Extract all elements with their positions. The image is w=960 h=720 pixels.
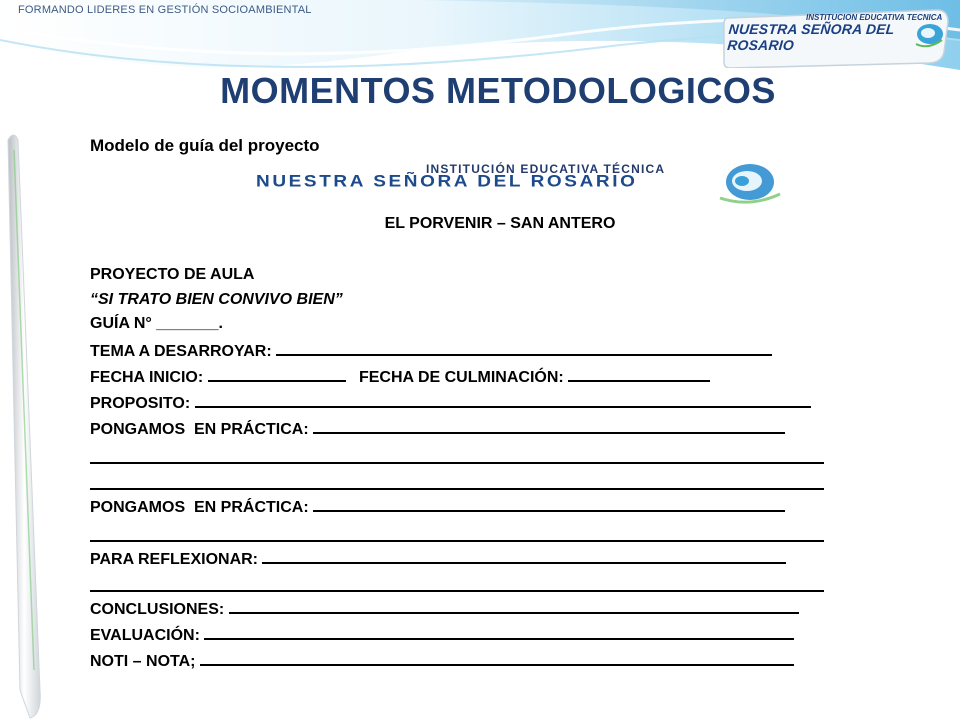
practice-row-1 [90,416,785,441]
reflect-blank[interactable] [262,546,786,564]
project-name: “SI TRATO BIEN CONVIVO BIEN” [90,291,343,308]
reflect-extra-line[interactable] [90,590,824,592]
header-logo-line2: NUESTRA SEÑORA DEL ROSARIO [726,21,896,53]
dates-row [90,364,710,389]
project-label: PROYECTO DE AULA [90,266,255,283]
conclusions-blank[interactable] [229,596,799,614]
purpose-blank[interactable] [195,390,811,408]
practice-row-2 [90,494,785,519]
practice-blank-2[interactable] [313,494,785,512]
logo-top-text: INSTITUCIÓN EDUCATIVA TÉCNICA [426,162,666,176]
purpose-row [90,390,811,415]
grade-row [90,648,794,673]
practice-label-2: PONGAMOS EN PRÁCTICA: [90,499,309,516]
practice-extra-line-2[interactable] [90,488,824,490]
grade-label: NOTI – NOTA; [90,653,196,670]
topic-row [90,338,772,363]
conclusions-row [90,596,799,621]
end-date-blank[interactable] [568,364,710,382]
logo-main-text: NUESTRA SEÑORA DEL ROSARIO [256,173,638,191]
start-date-label: FECHA INICIO: [90,369,204,386]
page-title: MOMENTOS METODOLOGICOS [220,70,776,111]
practice-extra-line-1[interactable] [90,462,824,464]
conclusions-label: CONCLUSIONES: [90,601,225,618]
grade-blank[interactable] [200,648,794,666]
topic-label: TEMA A DESARROYAR: [90,343,272,360]
reflect-label: PARA REFLEXIONAR: [90,551,258,568]
topic-blank[interactable] [276,338,772,356]
location-text: EL PORVENIR – SAN ANTERO [384,215,616,232]
evaluation-label: EVALUACIÓN: [90,627,200,644]
purpose-label: PROPOSITO: [90,395,191,412]
evaluation-blank[interactable] [204,622,794,640]
start-date-blank[interactable] [208,364,346,382]
practice-label-1: PONGAMOS EN PRÁCTICA: [90,421,309,438]
practice-extra-line-3[interactable] [90,540,824,542]
practice-blank-1[interactable] [313,416,785,434]
evaluation-row [90,622,794,647]
header-logo-line1: INSTITUCION EDUCATIVA TECNICA [806,13,943,22]
guide-number-label: GUÍA N° _______. [90,315,223,332]
reflect-row [90,546,786,571]
header-caption: FORMANDO LIDERES EN GESTIÓN SOCIOAMBIENTAL [18,4,312,16]
end-date-label: FECHA DE CULMINACIÓN: [358,369,564,386]
subtitle: Modelo de guía del proyecto [90,136,320,155]
